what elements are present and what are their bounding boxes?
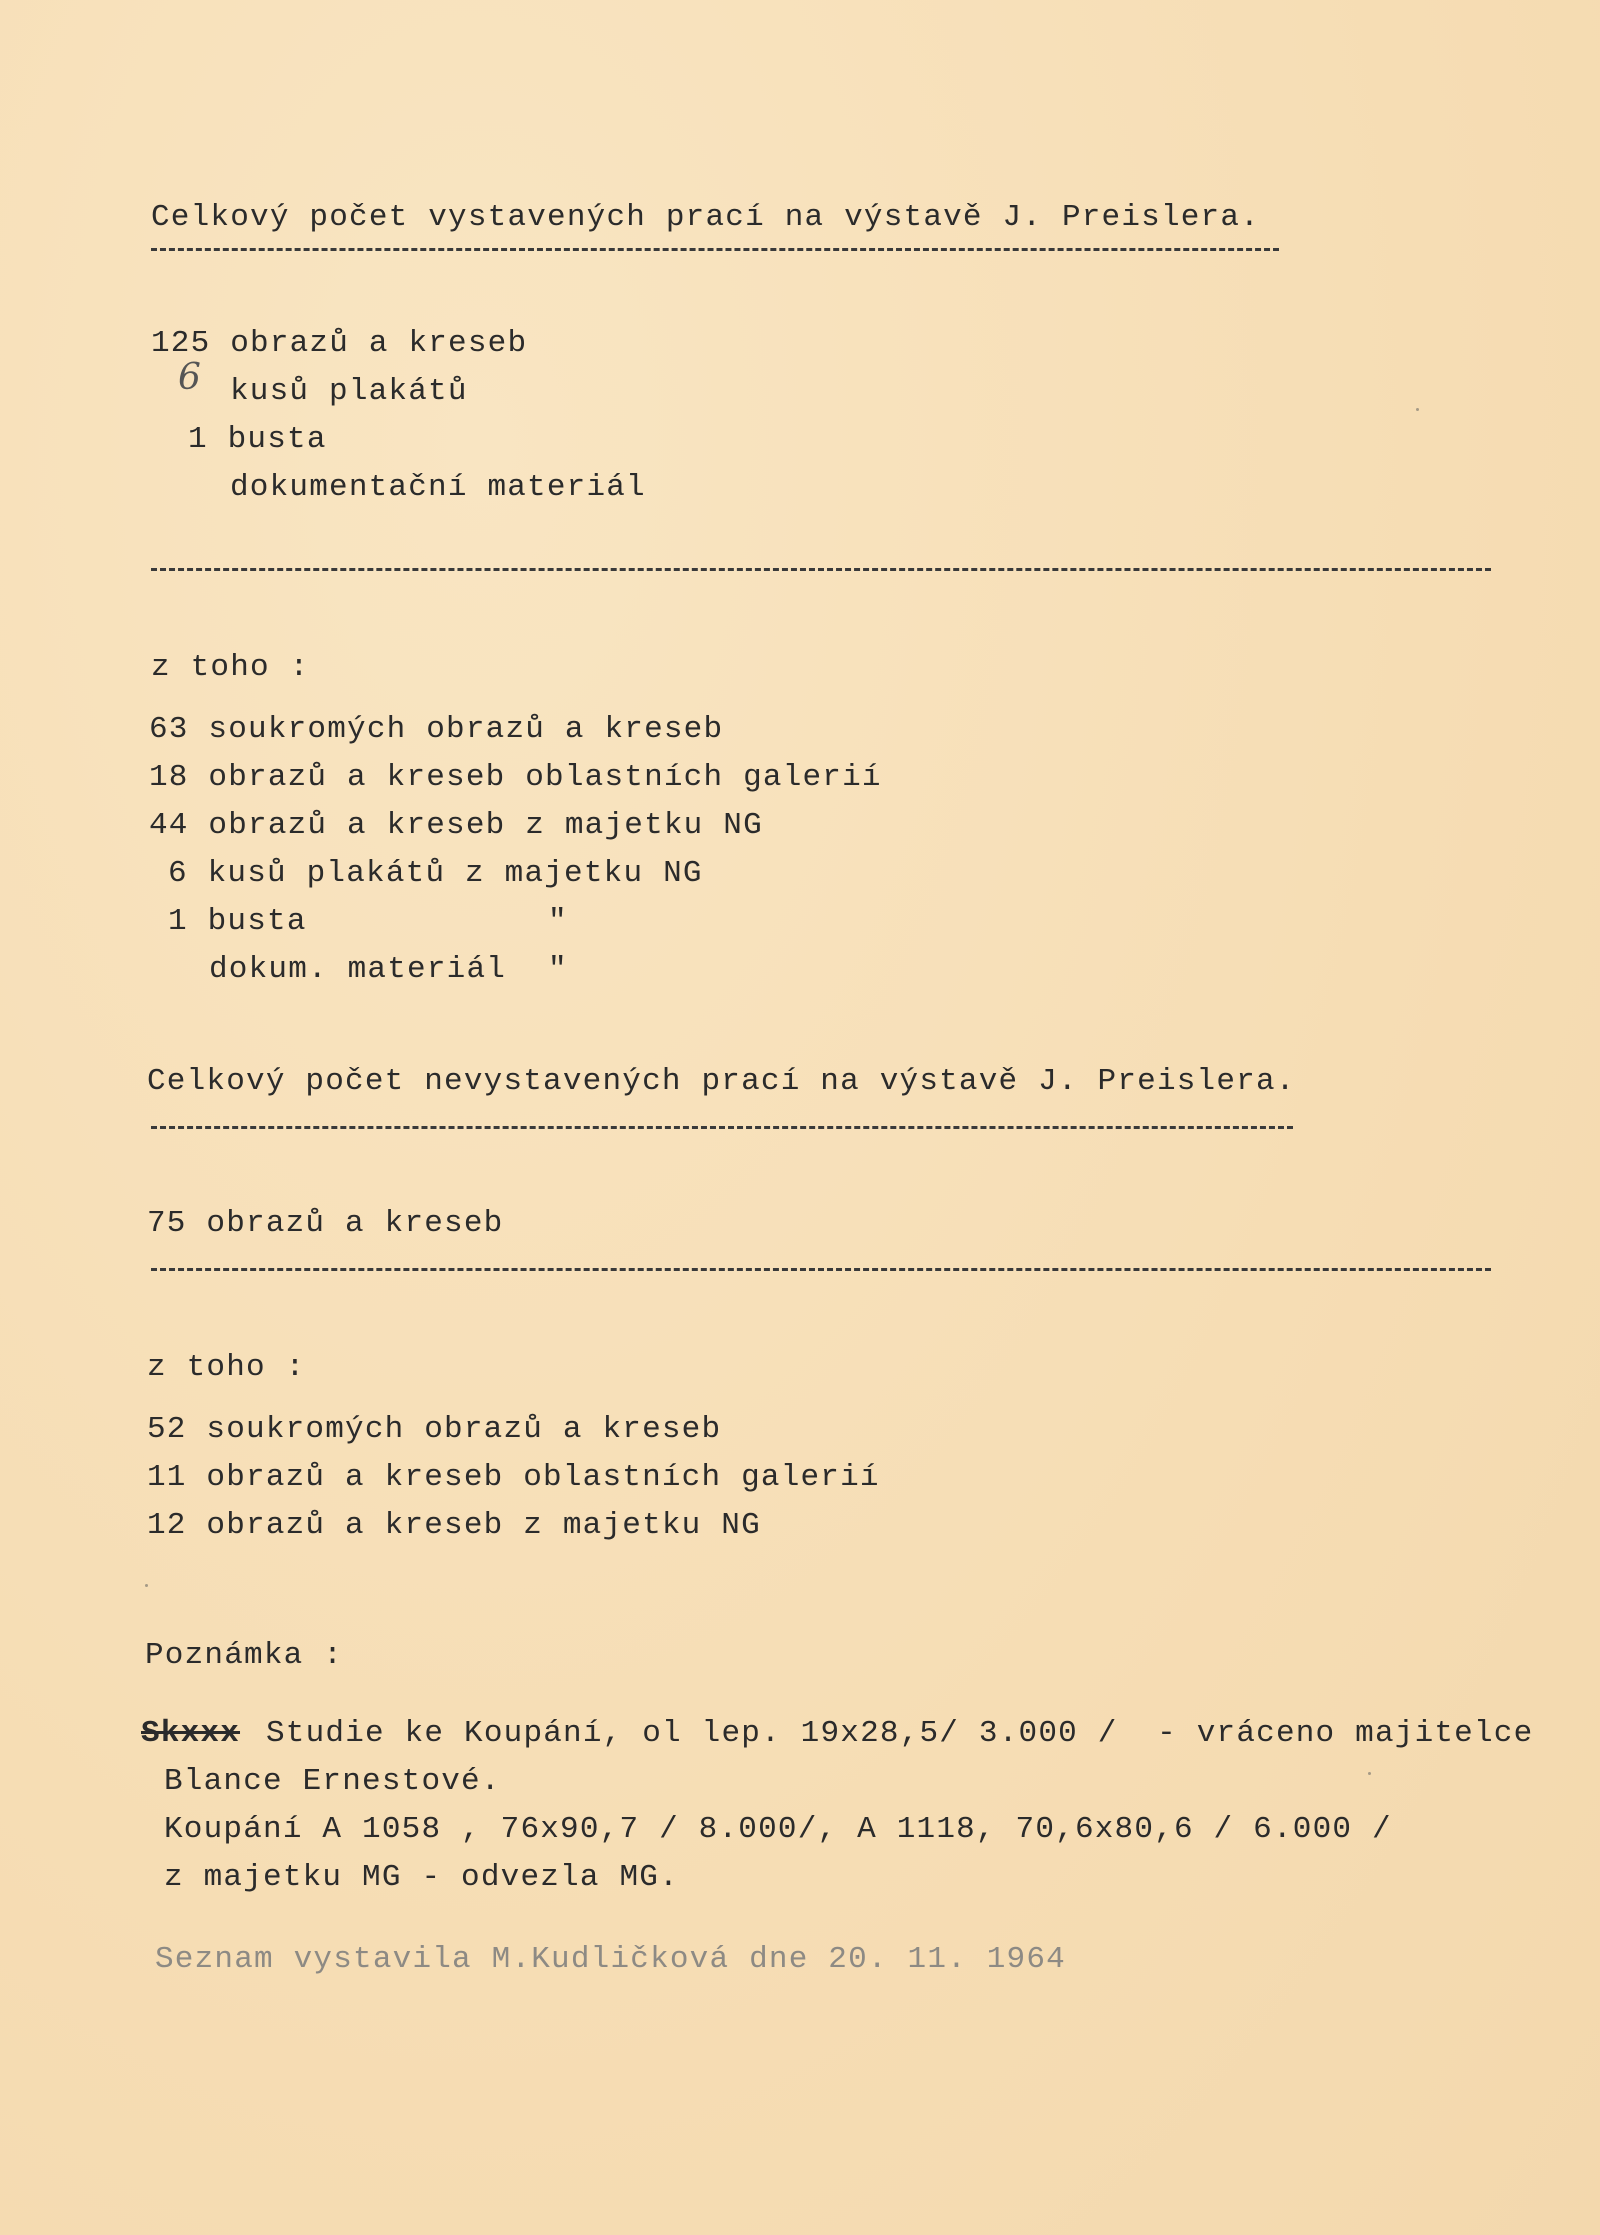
divider bbox=[151, 568, 1491, 571]
list-item: 1 busta bbox=[168, 904, 307, 939]
list-item: 12 obrazů a kreseb z majetku NG bbox=[147, 1508, 761, 1543]
section1-heading: Celkový počet vystavených prací na výstavě J. Preislera. bbox=[151, 200, 1260, 235]
list-item: 6 kusů plakátů z majetku NG bbox=[168, 856, 703, 891]
paper-speck bbox=[145, 1584, 148, 1587]
note-line: Koupání A 1058 , 76x90,7 / 8.000/, A 1118, 70,6x80,6 / 6.000 / bbox=[164, 1812, 1392, 1847]
ditto-mark: " bbox=[548, 904, 568, 939]
note-line: z majetku MG - odvezla MG. bbox=[164, 1860, 679, 1895]
paper-speck bbox=[1416, 408, 1419, 411]
list-item: kusů plakátů bbox=[230, 374, 468, 409]
list-item: 75 obrazů a kreseb bbox=[147, 1206, 504, 1241]
footer-signature: Seznam vystavila M.Kudličková dne 20. 11. 1964 bbox=[155, 1942, 1066, 1977]
list-item: dokum. materiál bbox=[209, 952, 507, 987]
divider bbox=[151, 1126, 1293, 1129]
list-item: 52 soukromých obrazů a kreseb bbox=[147, 1412, 722, 1447]
note-label: Poznámka : bbox=[145, 1638, 344, 1673]
divider bbox=[151, 248, 1279, 251]
struck-text: Skxxx bbox=[141, 1716, 241, 1751]
list-item: 63 soukromých obrazů a kreseb bbox=[149, 712, 724, 747]
breakdown-label: z toho : bbox=[151, 650, 310, 685]
section2-heading: Celkový počet nevystavených prací na výstavě J. Preislera. bbox=[147, 1064, 1296, 1099]
handwritten-number: 6 bbox=[178, 357, 203, 398]
list-item: dokumentační materiál bbox=[230, 470, 646, 505]
list-item: 18 obrazů a kreseb oblastních galerií bbox=[149, 760, 882, 795]
note-line: Blance Ernestové. bbox=[164, 1764, 501, 1799]
list-item: 125 obrazů a kreseb bbox=[151, 326, 528, 361]
breakdown-label: z toho : bbox=[147, 1350, 306, 1385]
note-line: Studie ke Koupání, ol lep. 19x28,5/ 3.000 / - vráceno majitelce bbox=[266, 1716, 1534, 1751]
divider bbox=[151, 1268, 1491, 1271]
list-item: 44 obrazů a kreseb z majetku NG bbox=[149, 808, 763, 843]
paper-speck bbox=[1368, 1772, 1371, 1775]
list-item: 11 obrazů a kreseb oblastních galerií bbox=[147, 1460, 880, 1495]
list-item: 1 busta bbox=[188, 422, 327, 457]
ditto-mark: " bbox=[548, 952, 568, 987]
